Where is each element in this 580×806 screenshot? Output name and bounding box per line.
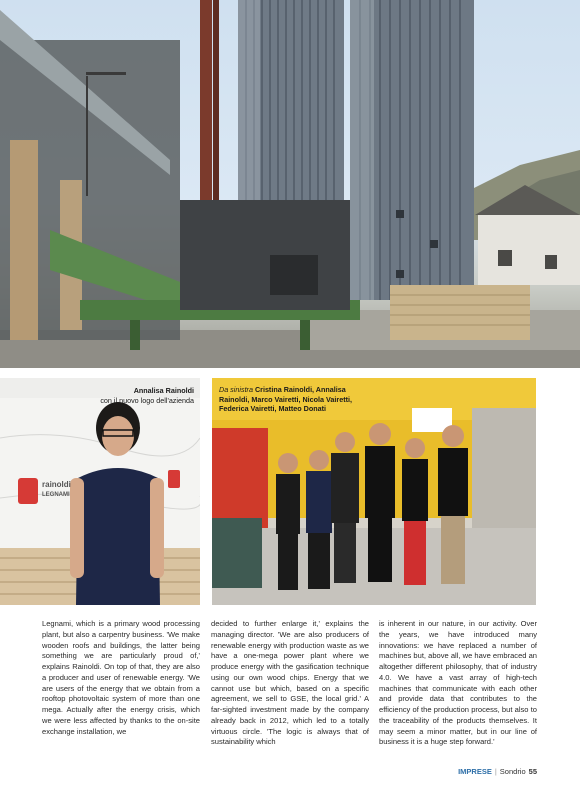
- plant-photo: [0, 0, 580, 368]
- brand-logo-text: rainoldi LEGNAMI: [42, 480, 71, 498]
- caption-lead: Da sinistra: [219, 385, 253, 394]
- article-column-1: Legnami, which is a primary wood processing plant, but also a carpentry business. 'We make wooden roofs and buildings, the latter being something we are particularly proud of,' explains Rainoldi. On top of that, they are also a producer and user of renewable energy. 'We are users of the energy that we obtain from a rooftop photovoltaic system of more than one mega. Actually after the energy crisis, which we were less affected by thanks to the on-site exchange installation, we: [42, 619, 200, 736]
- magazine-name: IMPRESE: [458, 767, 492, 776]
- portrait-photo: [0, 378, 200, 605]
- portrait-caption: [54, 386, 194, 405]
- caption-name: Annalisa Rainoldi: [133, 386, 194, 395]
- caption-text: con il nuovo logo dell'azienda: [100, 395, 194, 405]
- caption-names: Cristina Rainoldi, Annalisa Rainoldi, Marco Vairetti, Nicola Vairetti, Federica Vairetti, Matteo Donati: [219, 385, 353, 413]
- page-number: 55: [528, 767, 537, 776]
- group-photo: [212, 378, 536, 605]
- group-caption: [219, 385, 369, 414]
- page-footer: IMPRESE | Sondrio 55: [458, 767, 537, 776]
- article-column-3: is inherent in our nature, in our activity. Over the years, we have introduced many innovations: we have replaced a number of machines but, above all, we have embraced an altogether different philosophy, that of industry 4.0. We have a vast array of high-tech machines that communicate with each other and provide data that contributes to the efficiency of the production process, but also to the traceability of the products themselves. It may seem a minor matter, but in our line of business it is a huge step forward.': [379, 619, 537, 747]
- article-column-2: decided to further enlarge it,' explains the managing director. 'We are also producers of renewable energy with production waste as we have a one-mega power plant where we produce energy with the gasification technique using our own wood chips. Energy that we cannot use but which, based on a specific agreement, we sell to GSE, the local grid.' A far-sighted investment made by the company already back in 2012, which led to a totally virtuous circle. 'The logic is always that of sustainability which: [211, 619, 369, 747]
- section-name: Sondrio: [499, 767, 526, 776]
